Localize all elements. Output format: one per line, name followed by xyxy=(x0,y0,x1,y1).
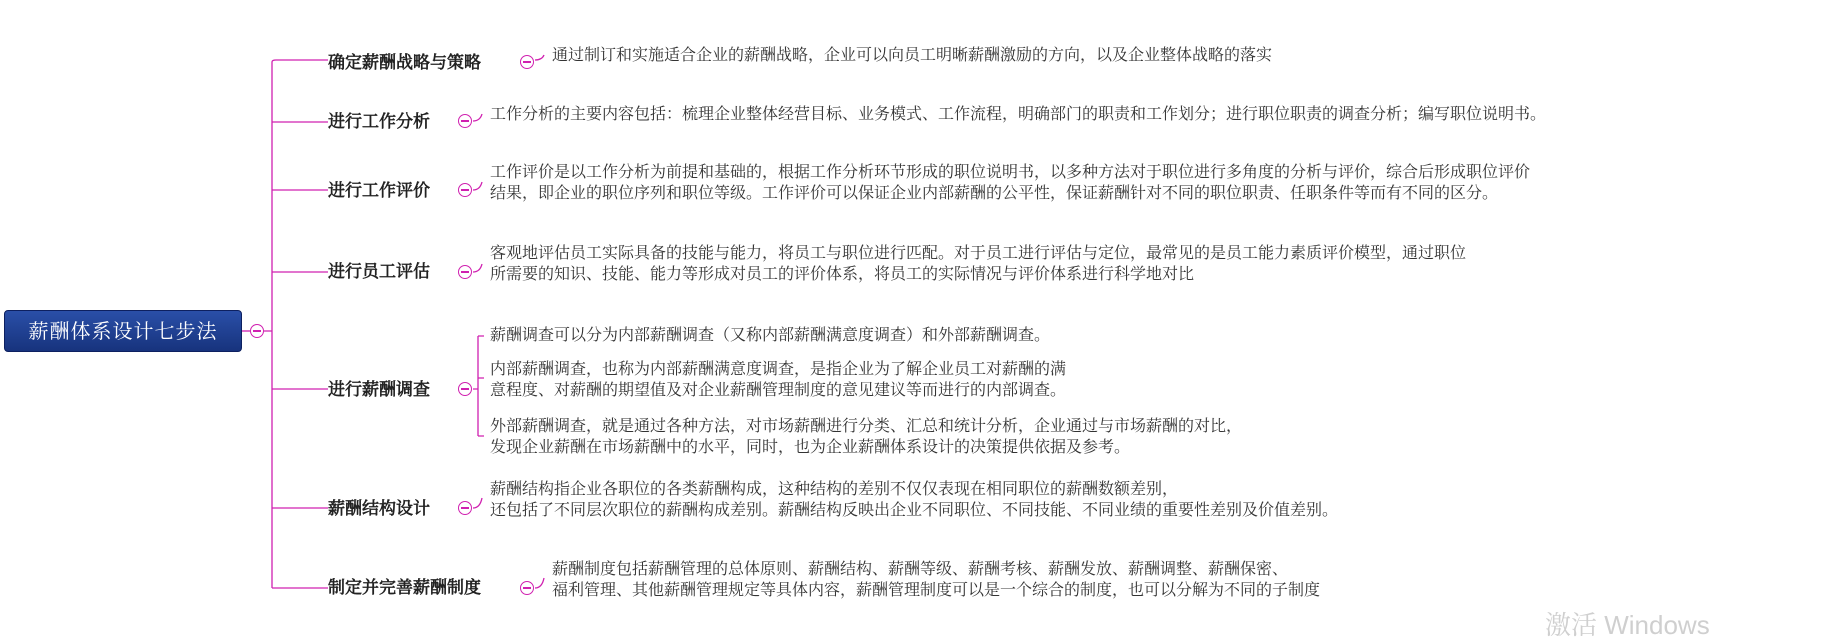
leaf-connector-3 xyxy=(473,182,482,190)
branch-description: 客观地评估员工实际具备的技能与能力，将员工与职位进行匹配。对于员工进行评估与定位，最常见的是员工能力素质评价模型，通过职位 所需要的知识、技能、能力等形成对员工的评价体系，将员工的实际情况与评价体系进行科学地对比 xyxy=(490,243,1467,283)
activation-watermark: 激活 Windows xyxy=(1545,610,1710,640)
branch-node-strategy[interactable]: 确定薪酬战略与策略 xyxy=(328,53,481,73)
sub-description: 内部薪酬调查，也称为内部薪酬满意度调查，是指企业为了解企业员工对薪酬的满 意程度、对薪酬的期望值及对企业薪酬管理制度的意见建议等而进行的内部调查。 xyxy=(490,359,1067,399)
branch-node-salary-structure[interactable]: 薪酬结构设计 xyxy=(328,499,430,519)
branch-description: 薪酬制度包括薪酬管理的总体原则、薪酬结构、薪酬等级、薪酬考核、薪酬发放、薪酬调整、薪酬保密、 福利管理、其他薪酬管理规定等具体内容，薪酬管理制度可以是一个综合的制度，也可以分解为不同的子制度 xyxy=(552,559,1321,599)
trunk-connector xyxy=(264,62,272,588)
branch-description: 工作分析的主要内容包括：梳理企业整体经营目标、业务模式、工作流程，明确部门的职责和工作划分；进行职位职责的调查分析；编写职位说明书。 xyxy=(490,104,1547,123)
collapse-toggle-icon[interactable] xyxy=(520,581,534,595)
leaf-connector-4 xyxy=(473,264,482,272)
collapse-toggle-icon[interactable] xyxy=(250,324,264,338)
sub-description: 外部薪酬调查，就是通过各种方法，对市场薪酬进行分类、汇总和统计分析，企业通过与市场薪酬的对比， 发现企业薪酬在市场薪酬中的水平，同时，也为企业薪酬体系设计的决策提供依据及参考。 xyxy=(490,416,1243,456)
collapse-toggle-icon[interactable] xyxy=(458,183,472,197)
collapse-toggle-icon[interactable] xyxy=(458,501,472,515)
leaf-connector-2 xyxy=(473,114,482,121)
branch-node-employee-assessment[interactable]: 进行员工评估 xyxy=(328,262,430,282)
branch-description: 通过制订和实施适合企业的薪酬战略，企业可以向员工明晰薪酬激励的方向，以及企业整体战略的落实 xyxy=(552,45,1273,64)
branch-node-job-analysis[interactable]: 进行工作分析 xyxy=(328,112,430,132)
root-node[interactable]: 薪酬体系设计七步法 xyxy=(4,310,242,352)
branch-connector-1 xyxy=(272,60,328,62)
branch-node-salary-system[interactable]: 制定并完善薪酬制度 xyxy=(328,578,481,598)
leaf-connector-1 xyxy=(535,55,544,60)
collapse-toggle-icon[interactable] xyxy=(458,382,472,396)
collapse-toggle-icon[interactable] xyxy=(458,265,472,279)
branch-description: 薪酬结构指企业各职位的各类薪酬构成，这种结构的差别不仅仅表现在相同职位的薪酬数额差别， 还包括了不同层次职位的薪酬构成差别。薪酬结构反映出企业不同职位、不同技能、不同业绩的重要性差别及价值差别。 xyxy=(490,479,1339,519)
leaf-connector-5 xyxy=(473,336,484,436)
collapse-toggle-icon[interactable] xyxy=(520,55,534,69)
sub-description: 薪酬调查可以分为内部薪酬调查（又称内部薪酬满意度调查）和外部薪酬调查。 xyxy=(490,325,1051,344)
collapse-toggle-icon[interactable] xyxy=(458,114,472,128)
branch-node-salary-survey[interactable]: 进行薪酬调查 xyxy=(328,380,430,400)
leaf-connector-7 xyxy=(535,578,544,588)
branch-node-job-evaluation[interactable]: 进行工作评价 xyxy=(328,181,430,201)
branch-description: 工作评价是以工作分析为前提和基础的，根据工作分析环节形成的职位说明书，以多种方法对于职位进行多角度的分析与评价，综合后形成职位评价 结果，即企业的职位序列和职位等级。工作评价可以保证企业内部薪酬的公平性，保证薪酬针对不同的职位职责、任职条件等而有不同的区分。 xyxy=(490,162,1531,202)
leaf-connector-6 xyxy=(473,498,482,508)
